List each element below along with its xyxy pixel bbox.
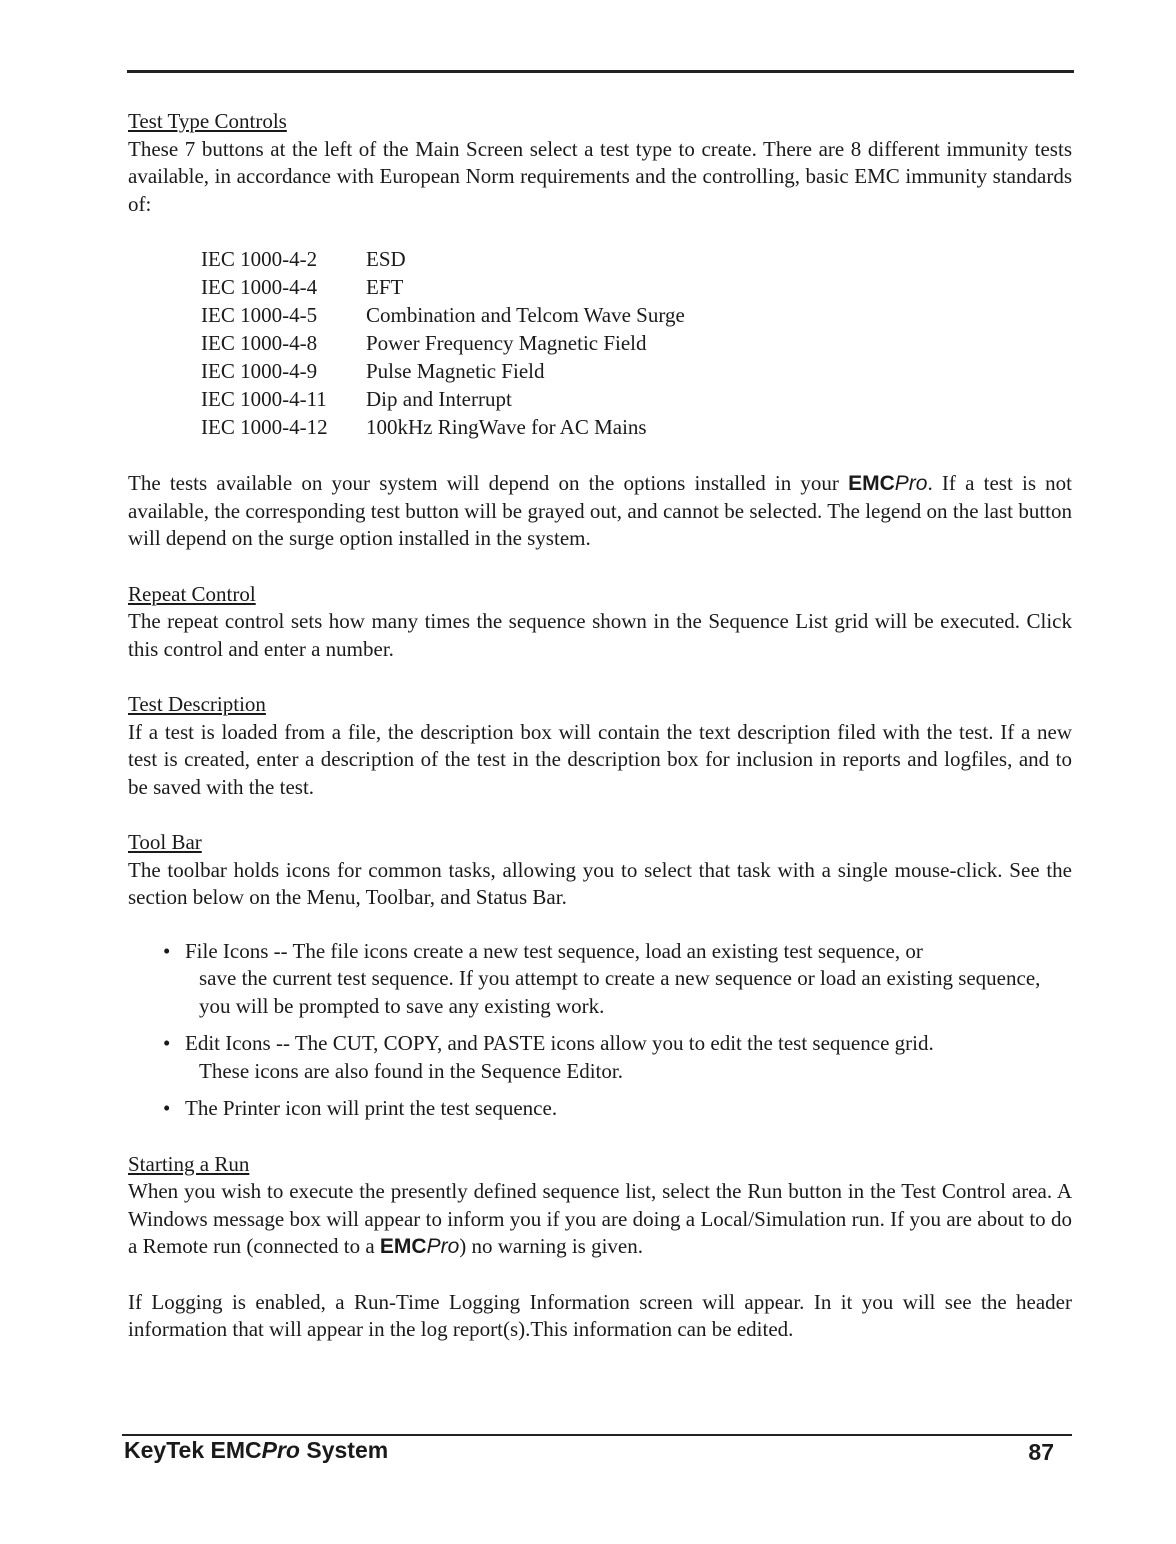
standards-row xyxy=(201,330,685,358)
bullet-icon: • xyxy=(163,938,171,963)
bullet-icon: • xyxy=(163,1096,171,1120)
standard-name: Pulse Magnetic Field xyxy=(366,359,545,383)
page-footer xyxy=(124,1437,1054,1469)
text-run: When you wish to execute the presently defined sequence list, select the Run button in the Test Control area. A Windows message box will appear to inform you if you are doing a Local/Simulation run. If you are about to do a Remote run (connected to a xyxy=(128,1179,1072,1258)
section-heading: Repeat Control xyxy=(128,581,256,606)
footer-suffix: System xyxy=(299,1437,389,1463)
text-run: . If a test is not available, the corresponding test button will be grayed out, and cannot be selected. The legend on the last button will depend on the surge option installed in the system. xyxy=(128,471,1073,550)
list-item-text: File Icons -- The file icons create a new test sequence, load an existing test sequence, or xyxy=(185,938,923,963)
list-item-continuation: These icons are also found in the Sequence Editor. xyxy=(199,1058,623,1083)
list-item-text: The Printer icon will print the test sequence. xyxy=(185,1096,558,1120)
standard-name: ESD xyxy=(366,247,406,271)
paragraph: If Logging is enabled, a Run-Time Logging Information screen will appear. In it you will see the header information that will appear in the log report(s).This information can be edited. xyxy=(128,1289,1072,1341)
paragraph: The toolbar holds icons for common tasks, allowing you to select that task with a single mouse-click. See the section below on the Menu, Toolbar, and Status Bar. xyxy=(128,857,1072,909)
standard-name: Combination and Telcom Wave Surge xyxy=(366,303,685,327)
standards-row xyxy=(201,386,685,414)
section-test-description xyxy=(128,691,1072,801)
standard-code: IEC 1000-4-8 xyxy=(201,331,318,355)
list-item-text: Edit Icons -- The CUT, COPY, and PASTE icons allow you to edit the test sequence grid. xyxy=(185,1031,934,1055)
list-item xyxy=(163,1030,1072,1085)
standard-code: IEC 1000-4-9 xyxy=(201,359,318,383)
standards-table xyxy=(201,246,685,442)
footer-rule xyxy=(122,1434,1072,1436)
section-heading: Tool Bar xyxy=(128,830,202,854)
standards-row xyxy=(201,414,685,442)
standard-name: Power Frequency Magnetic Field xyxy=(366,331,647,355)
paragraph xyxy=(128,1178,1072,1261)
standards-row xyxy=(201,274,685,302)
standards-row xyxy=(201,358,685,386)
bullet-list xyxy=(163,938,1072,1123)
standard-code: IEC 1000-4-4 xyxy=(201,275,318,299)
list-item-continuation: save the current test sequence. If you attempt to create a new sequence or load an existing sequence, you will be prompted to save any existing work. xyxy=(199,966,1041,1018)
paragraph: These 7 buttons at the left of the Main Screen select a test type to create. There are 8 different immunity tests available, in accordance with European Norm requirements and the controlling, basic EMC immunity standards of: xyxy=(128,136,1072,216)
footer-prefix: KeyTek EMC xyxy=(124,1437,262,1463)
standard-name: EFT xyxy=(366,275,404,299)
section-logging xyxy=(128,1289,1072,1344)
text-run: ) no warning is given. xyxy=(459,1234,643,1258)
brand-pro: Pro xyxy=(894,472,928,495)
header-rule xyxy=(127,70,1074,73)
section-test-type-controls xyxy=(128,108,1072,553)
brand-name xyxy=(380,1235,459,1258)
footer-title xyxy=(124,1437,388,1464)
standard-code: IEC 1000-4-11 xyxy=(201,387,327,411)
section-heading: Test Type Controls xyxy=(128,109,287,133)
brand-pro: Pro xyxy=(426,1235,460,1258)
bullet-icon: • xyxy=(163,1031,171,1055)
section-starting-a-run xyxy=(128,1151,1072,1261)
paragraph: The repeat control sets how many times the sequence shown in the Sequence List grid will be executed. Click this control and enter a number. xyxy=(128,609,1072,661)
section-tool-bar xyxy=(128,829,1072,1123)
text-run: The tests available on your system will depend on the options installed in your xyxy=(128,471,839,495)
standard-code: IEC 1000-4-12 xyxy=(201,415,328,439)
page-number: 87 xyxy=(1028,1439,1054,1465)
standards-row xyxy=(201,246,685,274)
brand-emc: EMC xyxy=(379,1235,427,1258)
list-item xyxy=(163,1095,1072,1123)
footer-pro: Pro xyxy=(261,1437,300,1463)
paragraph: If a test is loaded from a file, the description box will contain the text description filed with the test. If a new test is created, enter a description of the test in the description box for inclusion in reports and logfiles, and to be saved with the test. xyxy=(128,719,1072,799)
list-item xyxy=(163,938,1072,1021)
section-repeat-control xyxy=(128,581,1072,664)
section-heading: Starting a Run xyxy=(128,1151,250,1176)
standards-row xyxy=(201,302,685,330)
standard-name: 100kHz RingWave for AC Mains xyxy=(366,415,647,439)
brand-emc: EMC xyxy=(848,472,895,495)
standard-code: IEC 1000-4-5 xyxy=(201,303,318,327)
standard-name: Dip and Interrupt xyxy=(366,387,512,411)
section-heading: Test Description xyxy=(128,692,266,716)
page-content xyxy=(128,108,1072,1344)
standard-code: IEC 1000-4-2 xyxy=(201,247,318,271)
availability-paragraph xyxy=(128,470,1072,553)
brand-name xyxy=(848,472,927,495)
